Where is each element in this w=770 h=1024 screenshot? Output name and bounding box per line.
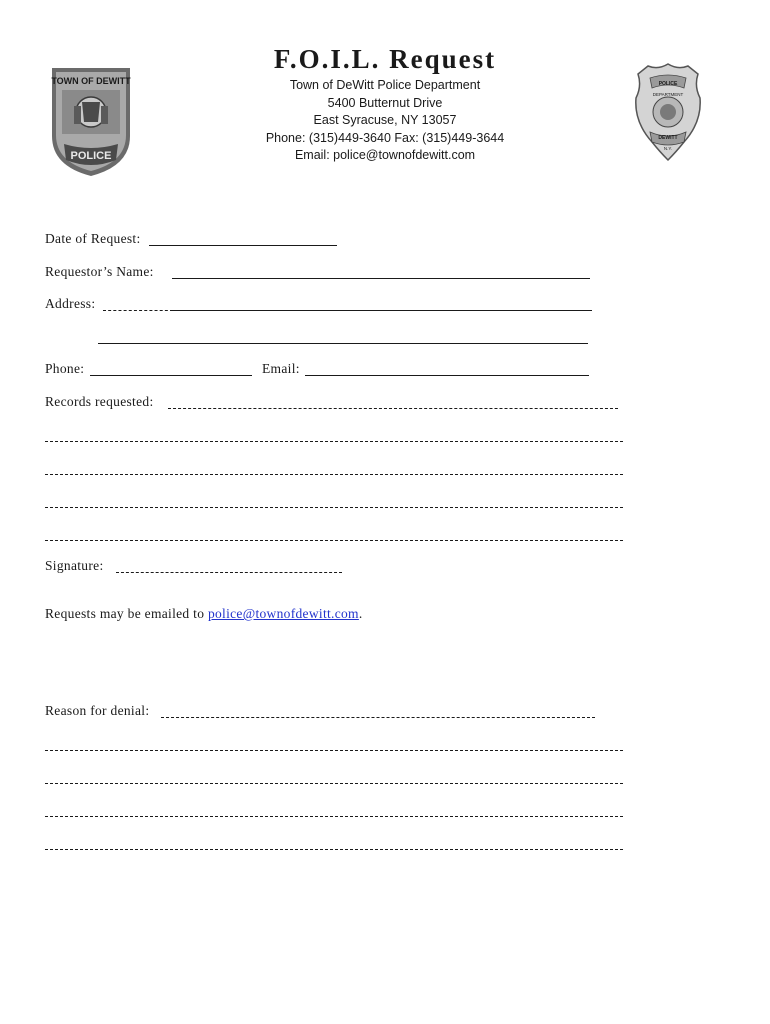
records-requested-line-4[interactable]: [45, 507, 623, 508]
records-requested-line-5[interactable]: [45, 540, 623, 541]
reason-for-denial-line-4[interactable]: [45, 816, 623, 817]
records-requested-field[interactable]: [168, 408, 618, 409]
reason-for-denial-label: Reason for denial:: [45, 703, 150, 718]
email-field[interactable]: [305, 375, 589, 376]
reason-for-denial-line-5[interactable]: [45, 849, 623, 850]
city-state-zip: East Syracuse, NY 13057: [313, 113, 457, 127]
svg-text:N.Y.: N.Y.: [663, 146, 673, 151]
svg-text:DEPARTMENT: DEPARTMENT: [652, 92, 684, 97]
street-address: 5400 Butternut Drive: [327, 95, 443, 110]
date-of-request-field[interactable]: [149, 245, 337, 246]
signature-label: Signature:: [45, 558, 104, 573]
phone-fax: Phone: (315)449-3640 Fax: (315)449-3644: [265, 130, 505, 145]
phone-field[interactable]: [90, 375, 252, 376]
svg-text:POLICE: POLICE: [658, 81, 678, 87]
svg-text:POLICE: POLICE: [70, 150, 112, 162]
requestor-name-label: Requestor’s Name:: [45, 264, 154, 279]
reason-for-denial-field[interactable]: [161, 717, 595, 718]
email-note-suffix: .: [358, 606, 363, 621]
form-title: F.O.I.L. Request: [273, 44, 497, 74]
svg-text:TOWN OF DEWITT: TOWN OF DEWITT: [51, 76, 131, 86]
reason-for-denial-line-2[interactable]: [45, 750, 623, 751]
email-submission-note: [45, 606, 363, 622]
svg-text:DEWITT: DEWITT: [658, 135, 678, 141]
records-requested-line-3[interactable]: [45, 474, 623, 475]
phone-label: Phone:: [45, 361, 85, 376]
signature-field[interactable]: [116, 572, 342, 573]
email-note-prefix: Requests may be emailed to: [45, 606, 208, 621]
address-field-dashed[interactable]: [103, 310, 173, 311]
reason-for-denial-line-3[interactable]: [45, 783, 623, 784]
address-field[interactable]: [173, 310, 592, 311]
records-requested-label: Records requested:: [45, 394, 154, 409]
department-contact-block: [0, 77, 770, 165]
department-email: Email: police@townofdewitt.com: [294, 148, 476, 162]
records-requested-line-2[interactable]: [45, 441, 623, 442]
requestor-name-field[interactable]: [172, 278, 590, 279]
address-field-line-2[interactable]: [98, 343, 588, 344]
address-label: Address:: [45, 296, 96, 311]
date-of-request-label: Date of Request:: [45, 231, 141, 246]
department-name: Town of DeWitt Police Department: [289, 78, 481, 92]
email-label: Email:: [262, 361, 300, 376]
email-link[interactable]: police@townofdewitt.com: [207, 606, 359, 621]
